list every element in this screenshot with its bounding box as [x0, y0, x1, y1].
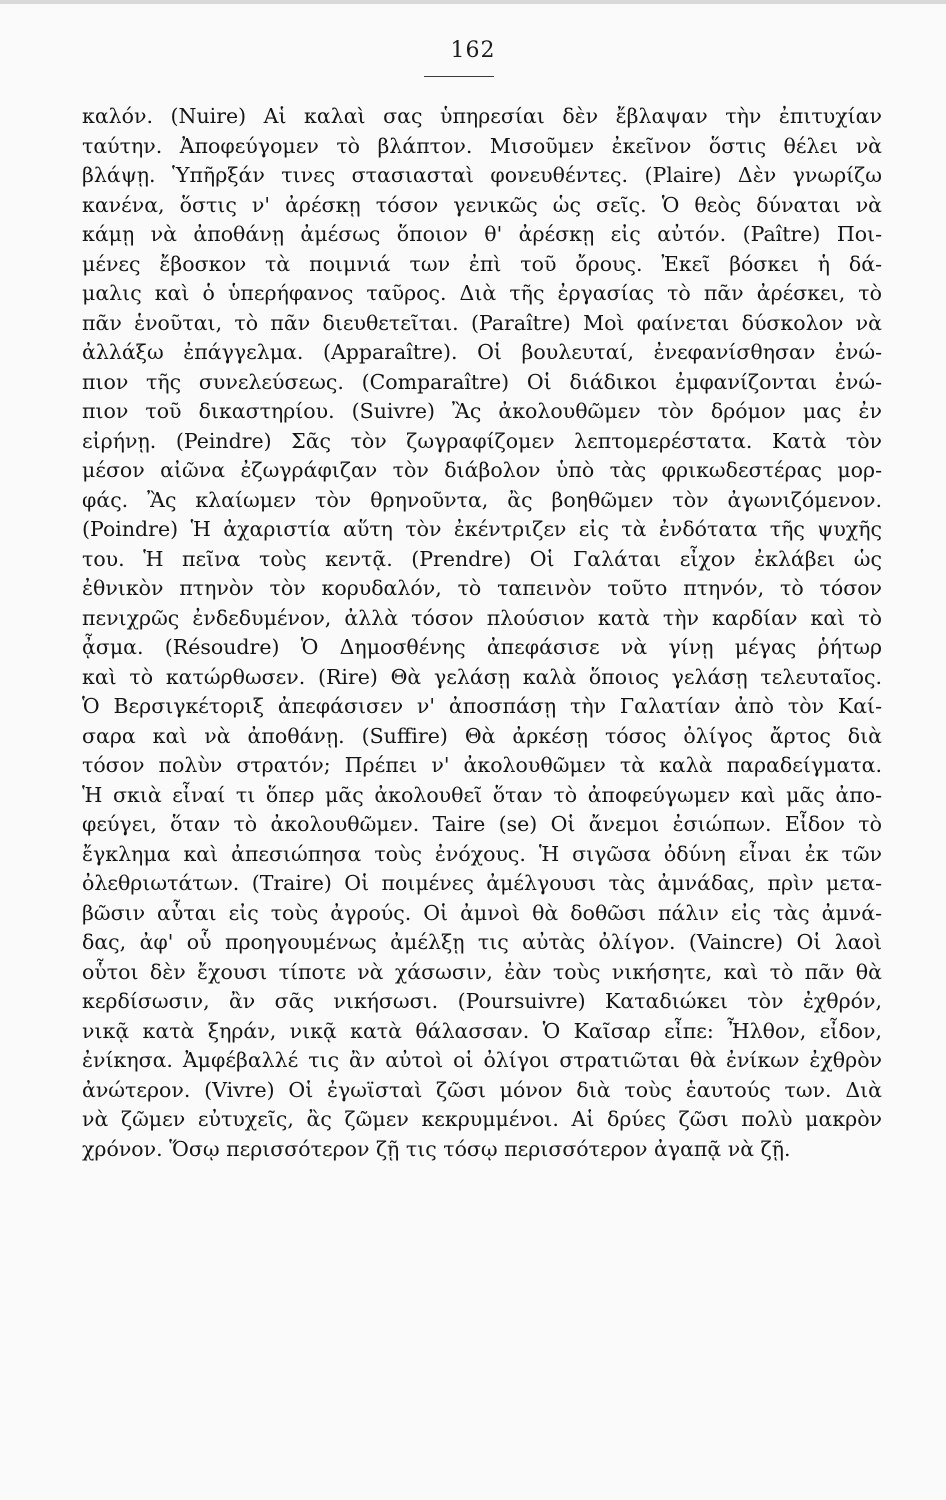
text-line: τόσον πολὺν στρατόν; Πρέπει ν' ἀκολουθῶμεν τὰ καλὰ παραδείγματα.	[82, 753, 882, 777]
text-line: ἐθνικὸν πτηνὸν τὸν κορυδαλόν, τὸ ταπεινὸν τοῦτο πτηνόν, τὸ τόσον	[82, 576, 882, 600]
text-line: (Poindre) Ἡ ἀχαριστία αὕτη τὸν ἐκέντριζεν εἰς τὰ ἐνδότατα τῆς ψυχῆς	[82, 517, 882, 541]
text-line: οὗτοι δὲν ἔχουσι τίποτε νὰ χάσωσιν, ἐὰν τοὺς νικήσητε, καὶ τὸ πᾶν θὰ	[82, 959, 882, 984]
text-line: μαλις καὶ ὁ ὑπερήφανος ταῦρος. Διὰ τῆς ἐργασίας τὸ πᾶν ἀρέσκει, τὸ	[82, 281, 882, 305]
text-line: φάς. Ἂς κλαίωμεν τὸν θρηνοῦντα, ἂς βοηθῶμεν τὸν ἀγωνιζόμενον.	[82, 487, 882, 512]
scan-edge	[0, 0, 946, 4]
text-line: βλάψῃ. Ὑπῆρξάν τινες στασιασταὶ φονευθέντες. (Plaire) Δὲν γνωρίζω	[82, 163, 882, 187]
text-line: πᾶν ἑνοῦται, τὸ πᾶν διευθετεῖται. (Paraître) Μοὶ φαίνεται δύσκολον νὰ	[82, 310, 882, 335]
text-line: κανένα, ὅστις ν' ἀρέσκῃ τόσον γενικῶς ὡς σεῖς. Ὁ θεὸς δύναται νὰ	[82, 192, 882, 217]
text-line: φεύγει, ὅταν τὸ ἀκολουθῶμεν. Taire (se) Οἱ ἄνεμοι ἐσιώπων. Εἶδον τὸ	[82, 812, 882, 836]
text-line: πιον τῆς συνελεύσεως. (Comparaître) Οἱ διάδικοι ἐμφανίζονται ἐνώ-	[82, 369, 882, 394]
text-line: ἔγκλημα καὶ ἀπεσιώπησα τοὺς ἐνόχους. Ἡ σιγῶσα ὀδύνη εἶναι ἐκ τῶν	[82, 841, 882, 866]
page-number-rule	[424, 76, 494, 77]
text-line: Ὁ Βερσιγκέτοριξ ἀπεφάσισεν ν' ἀποσπάσῃ τὴν Γαλατίαν ἀπὸ τὸν Καί-	[82, 694, 882, 718]
text-line: κερδίσωσιν, ἂν σᾶς νικήσωσι. (Poursuivre) Καταδιώκει τὸν ἐχθρόν,	[82, 989, 882, 1013]
text-line: ταύτην. Ἀποφεύγομεν τὸ βλάπτον. Μισοῦμεν ἐκεῖνον ὅστις θέλει νὰ	[82, 133, 882, 158]
text-line: Ἡ σκιὰ εἶναί τι ὅπερ μᾶς ἀκολουθεῖ ὅταν τὸ ἀποφεύγωμεν καὶ μᾶς ἀπο-	[82, 782, 882, 807]
text-line: δας, ἀφ' οὗ προηγουμένως ἀμέλξῃ τις αὐτὰς ὀλίγον. (Vaincre) Οἱ λαοὶ	[82, 930, 882, 954]
body-text	[82, 102, 882, 1164]
text-line: ὀλεθριωτάτων. (Traire) Οἱ ποιμένες ἀμέλγουσι τὰς ἀμνάδας, πρὶν μετα-	[82, 871, 882, 895]
text-line: βῶσιν αὗται εἰς τοὺς ἀγρούς. Οἱ ἀμνοὶ θὰ δοθῶσι πάλιν εἰς τὰς ἀμνά-	[82, 900, 882, 925]
text-line: ἐνίκησα. Ἀμφέβαλλέ τις ἂν αὐτοὶ οἱ ὀλίγοι στρατιῶται θὰ ἐνίκων ἐχθρὸν	[82, 1048, 882, 1072]
text-line: ἀλλάξω ἐπάγγελμα. (Apparaître). Οἱ βουλευταί, ἐνεφανίσθησαν ἐνώ-	[82, 340, 882, 364]
text-line: χρόνον. Ὅσῳ περισσότερον ζῇ τις τόσῳ περισσότερον ἀγαπᾷ νὰ ζῇ.	[82, 1136, 791, 1161]
text-line: ᾆσμα. (Résoudre) Ὁ Δημοσθένης ἀπεφάσισε νὰ γίνῃ μέγας ῥήτωρ	[82, 635, 882, 659]
text-line: καλόν. (Nuire) Αἱ καλαὶ σας ὑπηρεσίαι δὲν ἔβλαψαν τὴν ἐπιτυχίαν	[82, 104, 882, 128]
text-line: νικᾷ κατὰ ξηράν, νικᾷ κατὰ θάλασσαν. Ὁ Καῖσαρ εἶπε: Ἦλθον, εἶδον,	[82, 1018, 882, 1043]
text-line: του. Ἡ πεῖνα τοὺς κεντᾷ. (Prendre) Οἱ Γαλάται εἶχον ἐκλάβει ὡς	[82, 546, 882, 571]
text-line: εἰρήνῃ. (Peindre) Σᾶς τὸν ζωγραφίζομεν λεπτομερέστατα. Κατὰ τὸν	[82, 428, 882, 453]
text-line: σαρα καὶ νὰ ἀποθάνῃ. (Suffire) Θὰ ἀρκέσῃ τόσος ὀλίγος ἄρτος διὰ	[82, 723, 882, 748]
text-line: κάμῃ νὰ ἀποθάνῃ ἀμέσως ὅποιον θ' ἀρέσκῃ εἰς αὐτόν. (Paître) Ποι-	[82, 222, 882, 246]
text-line: πιον τοῦ δικαστηρίου. (Suivre) Ἂς ἀκολουθῶμεν τὸν δρόμον μας ἐν	[82, 399, 882, 423]
text-line: καὶ τὸ κατώρθωσεν. (Rire) Θὰ γελάσῃ καλὰ ὅποιος γελάσῃ τελευταῖος.	[82, 664, 882, 689]
page-number: 162	[450, 38, 496, 63]
text-line: πενιχρῶς ἐνδεδυμένον, ἀλλὰ τόσον πλούσιον κατὰ τὴν καρδίαν καὶ τὸ	[82, 605, 882, 630]
text-line: ἀνώτερον. (Vivre) Οἱ ἐγωϊσταὶ ζῶσι μόνον διὰ τοὺς ἑαυτούς των. Διὰ	[82, 1077, 882, 1102]
text-line: μένες ἔβοσκον τὰ ποιμνιά των ἐπὶ τοῦ ὄρους. Ἐκεῖ βόσκει ἡ δά-	[82, 251, 882, 276]
text-line: μέσον αἰῶνα ἐζωγράφιζαν τὸν διάβολον ὑπὸ τὰς φρικωδεστέρας μορ-	[82, 458, 882, 482]
text-line: νὰ ζῶμεν εὐτυχεῖς, ἂς ζῶμεν κεκρυμμένοι. Αἱ δρύες ζῶσι πολὺ μακρὸν	[82, 1107, 882, 1131]
